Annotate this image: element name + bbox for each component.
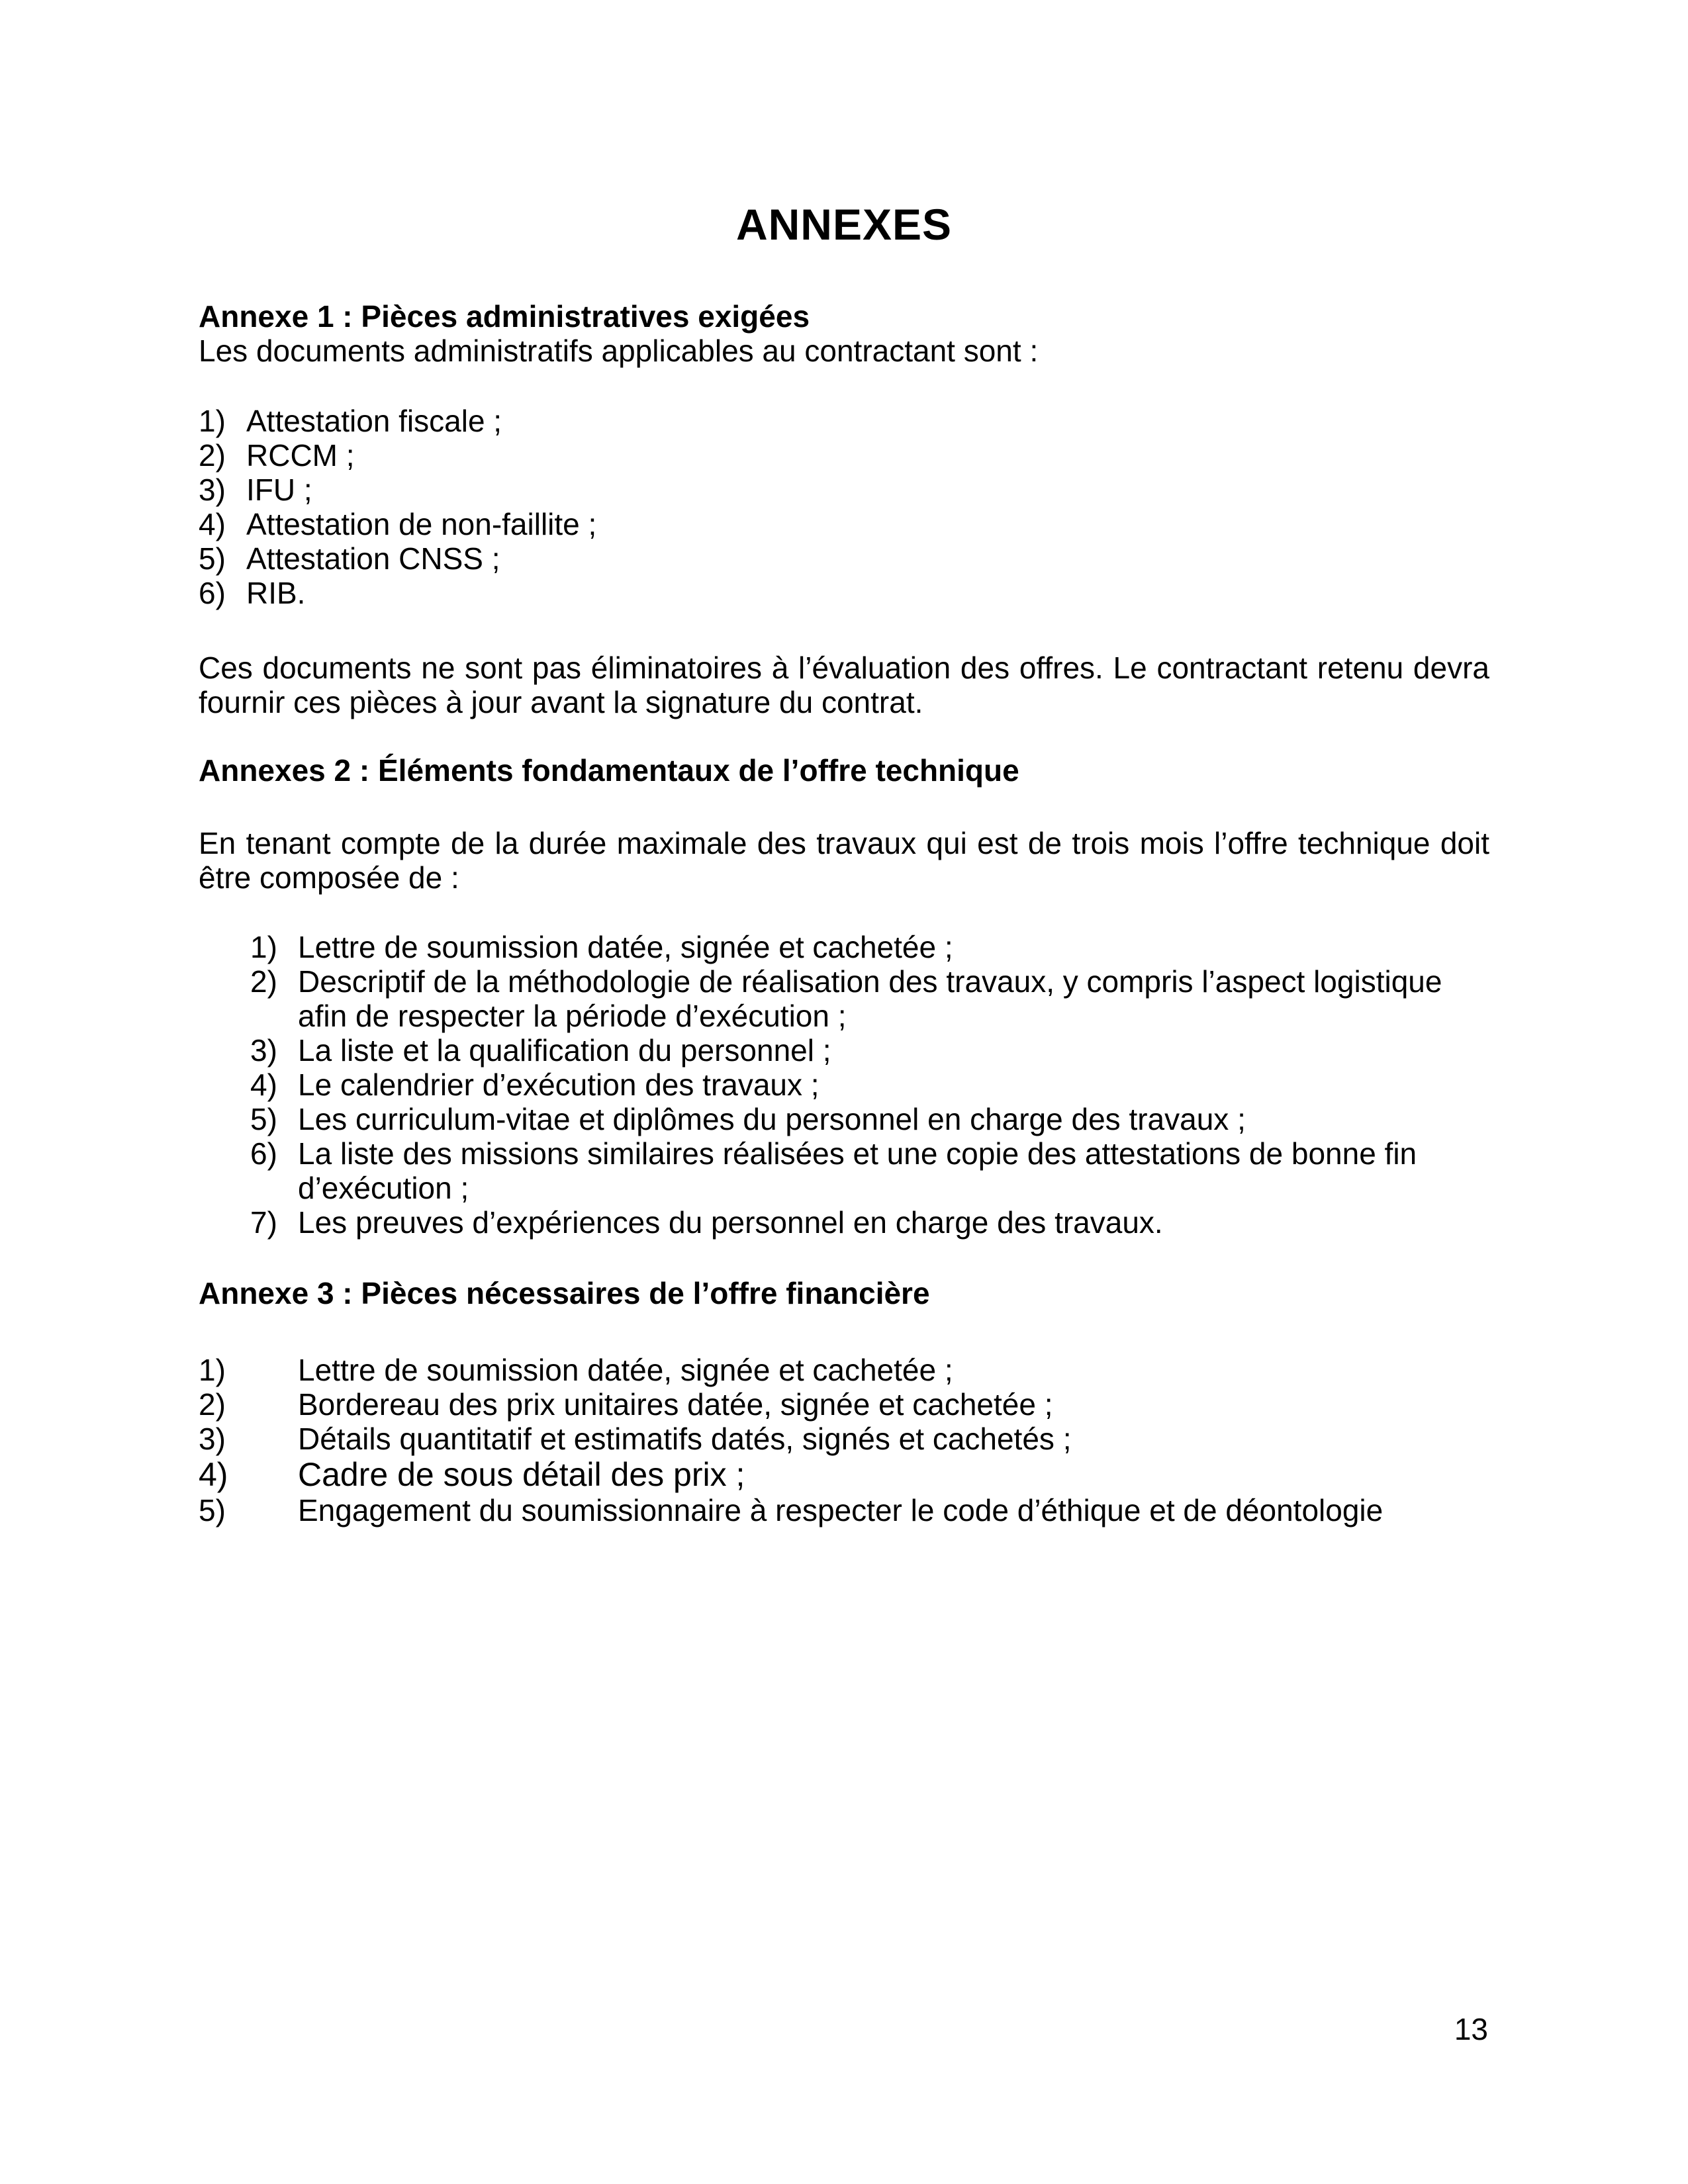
list-item: [199, 1422, 1489, 1456]
page-number: 13: [1454, 2012, 1488, 2046]
list-item-text: Les curriculum-vitae et diplômes du personnel en charge des travaux ;: [298, 1102, 1246, 1136]
list-item-number: 2): [199, 1387, 226, 1422]
list-item: [250, 1205, 1489, 1240]
list-item: [199, 404, 1489, 438]
list-item: [250, 1068, 1489, 1102]
list-item-number: 1): [250, 930, 277, 964]
annexe2-heading: Annexes 2 : Éléments fondamentaux de l’offre technique: [199, 753, 1019, 788]
list-item: [250, 1102, 1489, 1136]
annexe1-heading: Annexe 1 : Pièces administratives exigées: [199, 299, 810, 334]
list-item: [199, 473, 1489, 507]
list-item: [250, 1033, 1489, 1068]
list-item-text: RIB.: [246, 576, 306, 610]
list-item-text: Attestation fiscale ;: [246, 404, 502, 438]
list-item: [199, 1456, 1489, 1493]
list-item-text: Attestation CNSS ;: [246, 541, 500, 576]
annexe3-heading: Annexe 3 : Pièces nécessaires de l’offre financière: [199, 1276, 930, 1310]
list-item-text: Les preuves d’expériences du personnel en charge des travaux.: [298, 1205, 1163, 1240]
list-item-number: 1): [199, 404, 226, 438]
list-item-text: La liste et la qualification du personnel ;: [298, 1033, 831, 1068]
document-title: ANNEXES: [735, 200, 953, 249]
list-item-number: 2): [199, 438, 226, 473]
list-item-text: Le calendrier d’exécution des travaux ;: [298, 1068, 820, 1102]
list-item-number: 5): [199, 541, 226, 576]
list-item-text: Détails quantitatif et estimatifs datés, signés et cachetés ;: [298, 1422, 1072, 1456]
list-item-number: 6): [199, 576, 226, 610]
annexe3-list: [199, 1353, 1489, 1527]
list-item-text: Engagement du soumissionnaire à respecter le code d’éthique et de déontologie: [298, 1493, 1383, 1527]
list-item-text: Descriptif de la méthodologie de réalisation des travaux, y compris l’aspect logistique afin de respecter la période d’exécution ;: [298, 964, 1442, 1033]
list-item: [250, 964, 1489, 1033]
list-item-number: 6): [250, 1136, 277, 1171]
list-item: [199, 1493, 1489, 1527]
list-item-number: 3): [199, 473, 226, 507]
list-item-text: Bordereau des prix unitaires datée, signée et cachetée ;: [298, 1387, 1053, 1422]
list-item-number: 5): [250, 1102, 277, 1136]
list-item: [199, 507, 1489, 541]
list-item-number: 4): [199, 507, 226, 541]
list-item: [199, 1387, 1489, 1422]
list-item-text: Lettre de soumission datée, signée et cachetée ;: [298, 1353, 953, 1387]
list-item-text: Attestation de non-faillite ;: [246, 507, 597, 541]
list-item-text: Cadre de sous détail des prix ;: [298, 1456, 745, 1493]
list-item-text: Lettre de soumission datée, signée et cachetée ;: [298, 930, 953, 964]
annexe2-intro: En tenant compte de la durée maximale des travaux qui est de trois mois l’offre technique doit être composée de :: [199, 826, 1489, 895]
list-item-text: La liste des missions similaires réalisées et une copie des attestations de bonne fin d’exécution ;: [298, 1136, 1417, 1205]
list-item-number: 3): [250, 1033, 277, 1068]
list-item-number: 1): [199, 1353, 226, 1387]
list-item-number: 5): [199, 1493, 226, 1527]
list-item-number: 2): [250, 964, 277, 999]
list-item-number: 4): [250, 1068, 277, 1102]
list-item: [199, 541, 1489, 576]
list-item-number: 7): [250, 1205, 277, 1240]
list-item-text: IFU ;: [246, 473, 312, 507]
annexe1-intro: Les documents administratifs applicables au contractant sont :: [199, 334, 1039, 368]
annexe2-list: [250, 930, 1489, 1240]
list-item-text: RCCM ;: [246, 438, 355, 473]
list-item: [199, 1353, 1489, 1387]
list-item-number: 3): [199, 1422, 226, 1456]
annexe1-note: Ces documents ne sont pas éliminatoires à l’évaluation des offres. Le contractant retenu devra fournir ces pièces à jour avant la signature du contrat.: [199, 651, 1489, 719]
list-item: [199, 438, 1489, 473]
list-item: [250, 930, 1489, 964]
list-item-number: 4): [199, 1456, 228, 1493]
annexe1-list: [199, 404, 1489, 610]
list-item: [199, 576, 1489, 610]
list-item: [250, 1136, 1489, 1205]
